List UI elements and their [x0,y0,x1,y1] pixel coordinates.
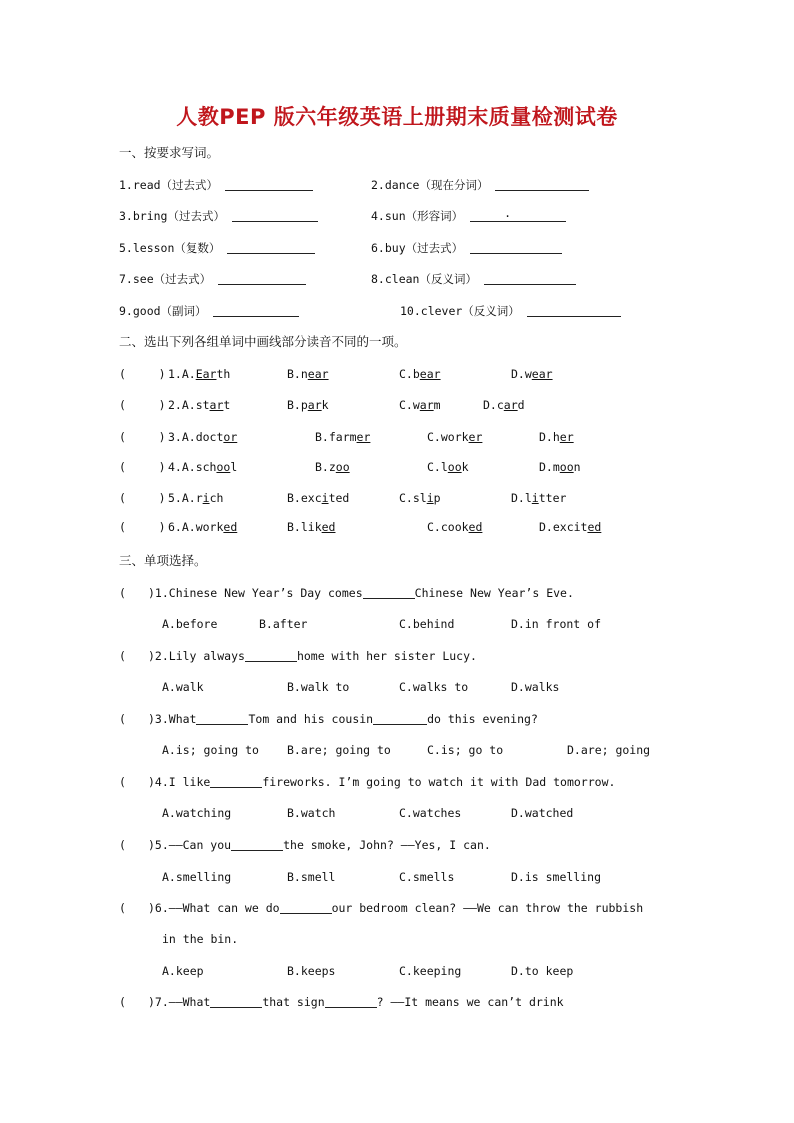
word-item-4-label: 4.sun（形容词） [371,209,464,223]
stray-dot: . [504,206,511,220]
choice-option: C.keeping [399,964,462,978]
option-prefix: B.exc [287,491,322,505]
underlined-letters: er [356,430,371,444]
answer-paren[interactable]: ( ) [119,520,167,534]
question-stem [148,711,538,727]
word-item-8 [371,271,576,287]
word-item-2-label: 2.dance（现在分词） [371,178,489,192]
section-3-heading: 三、单项选择。 [119,553,207,568]
choice-option: B.smell [287,870,336,884]
option-prefix: D.h [539,430,560,444]
choice-option: A.before [162,617,218,631]
answer-paren[interactable]: ( ) [119,460,167,474]
answer-blank[interactable] [245,649,297,662]
option-prefix: B.farm [315,430,357,444]
stem-text: do this evening? [427,712,538,726]
option-prefix: 3.A.doct [168,430,224,444]
answer-paren[interactable]: ( [119,775,151,789]
option-suffix: tter [538,491,567,505]
stem-text: )3.What [148,712,197,726]
option-prefix: C.l [427,460,448,474]
option-prefix: C.b [399,367,420,381]
underlined-letters: er [468,430,483,444]
phonics-option [168,429,237,445]
word-item-5-label: 5.lesson（复数） [119,241,221,255]
answer-blank[interactable] [231,838,283,851]
answer-blank[interactable] [227,241,315,254]
phonics-option [483,397,525,413]
underlined-letters: er [559,430,574,444]
underlined-letters: ar [419,398,434,412]
word-item-3 [119,208,318,224]
phonics-option [287,366,329,382]
choice-option: D.in front of [511,617,602,631]
underlined-letters: ed [321,520,336,534]
question-stem [148,648,477,664]
word-item-3-label: 3.bring（过去式） [119,209,225,223]
phonics-option [427,459,469,475]
option-prefix: D.c [483,398,504,412]
option-prefix: B.z [315,460,336,474]
word-item-6 [371,240,562,256]
stem-text: )6.——What can we do [148,901,280,915]
answer-blank[interactable] [210,995,262,1008]
stem-continuation: in the bin. [162,932,239,946]
answer-blank[interactable] [210,775,262,788]
answer-paren[interactable]: ( [119,649,151,663]
choice-option: C.walks to [399,680,469,694]
underlined-letters: ear [307,367,329,381]
answer-blank[interactable] [213,304,299,317]
phonics-option [168,397,230,413]
underlined-letters: ed [468,520,483,534]
answer-paren[interactable]: ( [119,586,151,600]
answer-blank[interactable] [363,586,415,599]
option-prefix: B.lik [287,520,322,534]
choice-option: C.is; go to [427,743,504,757]
phonics-option [168,366,230,382]
stem-text: )1.Chinese New Year’s Day comes [148,586,363,600]
answer-blank[interactable] [495,178,589,191]
phonics-option [427,429,482,445]
word-item-5 [119,240,315,256]
option-prefix: 2.A.st [168,398,210,412]
option-suffix: t [223,398,231,412]
underlined-letters: or [223,430,238,444]
choice-option: B.after [259,617,308,631]
option-prefix: 1.A. [168,367,196,381]
stem-text: )5.——Can you [148,838,232,852]
answer-blank[interactable] [470,206,566,222]
choice-option: D.watched [511,806,574,820]
option-prefix: D.w [511,367,532,381]
underlined-letters: ed [223,520,238,534]
option-prefix: D.l [511,491,532,505]
phonics-option [399,490,441,506]
phonics-option [315,429,370,445]
question-stem [148,900,643,916]
word-item-7-label: 7.see（过去式） [119,272,212,286]
stem-text: ? ——It means we can’t drink [376,995,564,1009]
option-prefix: B.p [287,398,308,412]
option-suffix: p [433,491,441,505]
answer-paren[interactable]: ( ) [119,398,167,412]
option-suffix: k [321,398,329,412]
choice-option: C.behind [399,617,455,631]
choice-option: C.watches [399,806,462,820]
section-1-heading: 一、按要求写词。 [119,145,220,160]
option-prefix: 4.A.sch [168,460,217,474]
question-stem [148,994,564,1010]
choice-option: D.walks [511,680,560,694]
phonics-option [315,459,350,475]
underlined-letters: ar [503,398,518,412]
choice-option: A.walk [162,680,204,694]
choice-option: A.smelling [162,870,232,884]
underlined-letters: oo [335,460,350,474]
stem-text: Tom and his cousin [248,712,374,726]
choice-option: D.to keep [511,964,574,978]
answer-blank[interactable] [218,272,306,285]
answer-blank[interactable] [225,178,313,191]
phonics-option [287,397,329,413]
phonics-option [168,459,237,475]
option-prefix: D.excit [539,520,588,534]
option-suffix: ch [209,491,224,505]
underlined-letters: Ear [195,367,217,381]
choice-option: A.keep [162,964,204,978]
phonics-option [511,366,553,382]
stem-text: the smoke, John? ——Yes, I can. [283,838,491,852]
option-prefix: 6.A.work [168,520,224,534]
phonics-option [168,490,223,506]
answer-paren[interactable]: ( ) [119,430,167,444]
word-item-1 [119,177,313,193]
answer-blank[interactable] [325,995,377,1008]
phonics-option [427,519,482,535]
phonics-option [399,397,441,413]
underlined-letters: i [202,491,210,505]
answer-blank[interactable] [373,712,427,725]
word-item-9 [119,303,299,319]
choice-option: B.keeps [287,964,336,978]
question-stem [148,585,574,601]
phonics-option [287,490,349,506]
question-stem [148,774,615,790]
answer-paren[interactable]: ( [119,712,151,726]
answer-paren[interactable]: ( [119,838,151,852]
choice-option: A.watching [162,806,232,820]
answer-blank[interactable] [527,304,621,317]
phonics-option [539,429,574,445]
answer-paren[interactable]: ( ) [119,491,167,505]
option-prefix: D.m [539,460,560,474]
answer-paren[interactable]: ( [119,901,151,915]
stem-text: )7.——What [148,995,211,1009]
underlined-letters: ed [587,520,602,534]
choice-option: B.are; going to [287,743,391,757]
underlined-letters: i [531,491,539,505]
phonics-option [539,459,581,475]
underlined-letters: ar [307,398,322,412]
word-item-8-label: 8.clean（反义词） [371,272,477,286]
word-item-10-label: 10.clever（反义词） [400,304,520,318]
word-item-2 [371,177,589,193]
underlined-letters: ear [419,367,441,381]
underlined-letters: i [321,491,329,505]
word-item-1-label: 1.read（过去式） [119,178,219,192]
answer-paren[interactable]: ( [119,995,151,1009]
answer-blank[interactable] [232,209,318,222]
underlined-letters: oo [216,460,231,474]
option-suffix: ted [328,491,350,505]
answer-paren[interactable]: ( ) [119,367,167,381]
option-prefix: C.cook [427,520,469,534]
answer-blank[interactable] [196,712,248,725]
phonics-option [511,490,566,506]
phonics-option [168,519,237,535]
option-suffix: n [573,460,581,474]
option-suffix: th [216,367,231,381]
choice-option: C.smells [399,870,455,884]
question-stem [148,837,491,853]
word-item-7 [119,271,306,287]
option-suffix: m [433,398,441,412]
stem-text: fireworks. I’m going to watch it with Dad tomorrow. [262,775,616,789]
underlined-letters: oo [447,460,462,474]
phonics-option [399,366,441,382]
answer-blank[interactable] [484,272,576,285]
phonics-option [539,519,601,535]
choice-option: B.walk to [287,680,350,694]
word-item-4 [371,208,566,224]
choice-option: A.is; going to [162,743,259,757]
stem-text: )2.Lily always [148,649,245,663]
option-prefix: B.n [287,367,308,381]
stem-text: Chinese New Year’s Eve. [414,586,574,600]
page-title: 人教PEP 版六年级英语上册期末质量检测试卷 [176,105,618,129]
phonics-option [287,519,335,535]
option-suffix: d [517,398,525,412]
option-prefix: 5.A.r [168,491,203,505]
answer-blank[interactable] [470,241,562,254]
option-suffix: l [230,460,238,474]
underlined-letters: ar [209,398,224,412]
word-item-9-label: 9.good（副词） [119,304,207,318]
answer-blank[interactable] [280,901,332,914]
section-2-heading: 二、选出下列各组单词中画线部分读音不同的一项。 [119,334,407,349]
option-prefix: C.w [399,398,420,412]
word-item-6-label: 6.buy（过去式） [371,241,464,255]
underlined-letters: ear [531,367,553,381]
choice-option: D.is smelling [511,870,602,884]
stem-text: that sign [262,995,325,1009]
option-prefix: C.work [427,430,469,444]
stem-text: our bedroom clean? ——We can throw the rubbish [331,901,644,915]
option-suffix: k [461,460,469,474]
choice-option: B.watch [287,806,336,820]
choice-option: D.are; going [567,743,651,757]
word-item-10 [400,303,621,319]
underlined-letters: oo [559,460,574,474]
option-prefix: C.sl [399,491,427,505]
underlined-letters: i [426,491,434,505]
stem-text: )4.I like [148,775,211,789]
stem-text: home with her sister Lucy. [296,649,477,663]
